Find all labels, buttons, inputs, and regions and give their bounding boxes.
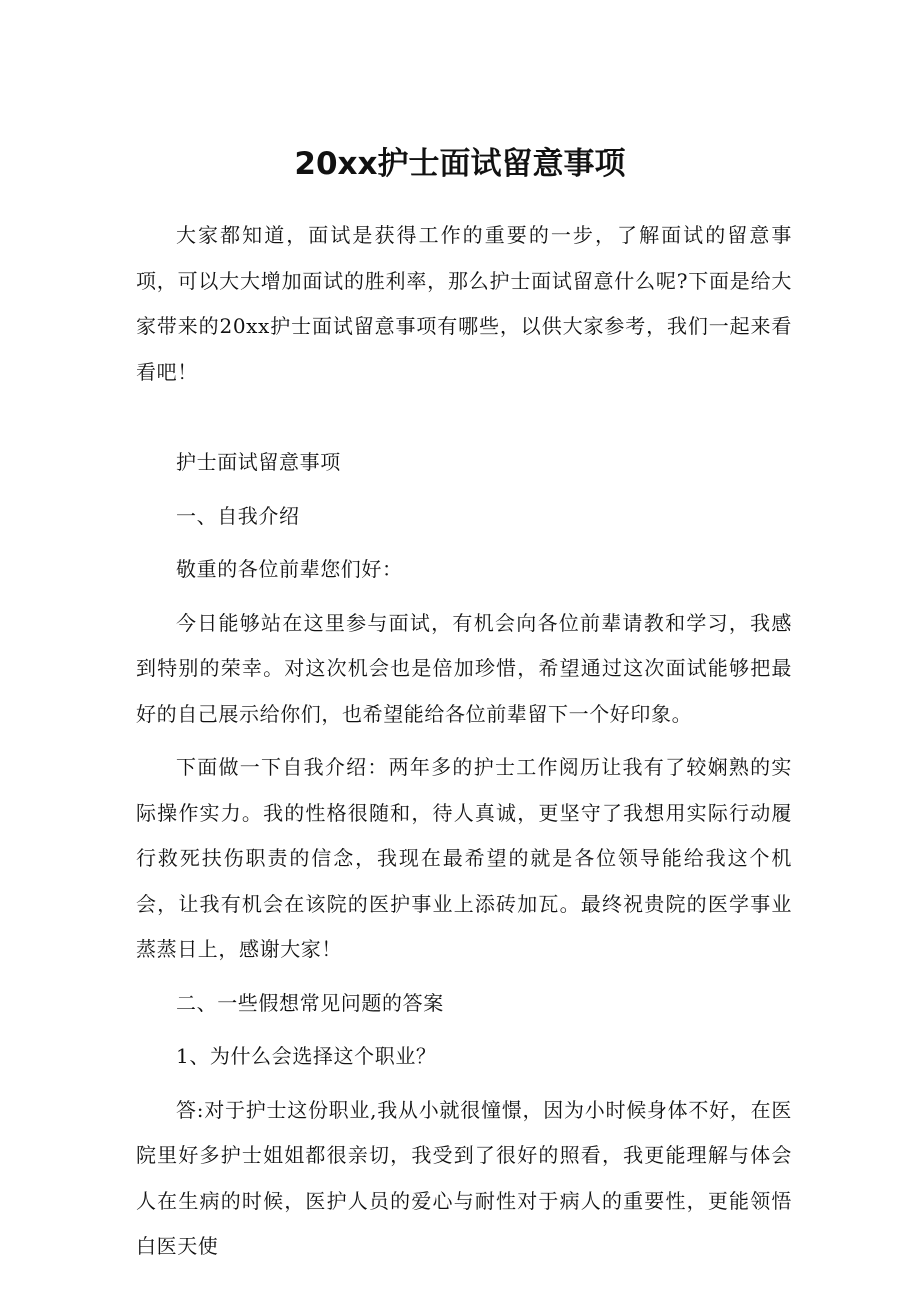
greeting-paragraph: 敬重的各位前辈您们好： xyxy=(176,557,403,581)
answer-paragraph: 答:对于护士这份职业,我从小就很憧憬，因为小时候身体不好，在医院里好多护士姐姐都很亲切，我受到了很好的照看，我更能理解与体会人在生病的时候，医护人员的爱心与耐性对于病人的重要性，更能领悟白医天使 xyxy=(136,1097,792,1258)
document-title: 20xx护士面试留意事项 xyxy=(294,146,626,182)
body-paragraph: 下面做一下自我介绍：两年多的护士工作阅历让我有了较娴熟的实际操作实力。我的性格很随和，待人真诚，更坚守了我想用实际行动履行救死扶伤职责的信念，我现在最希望的就是各位领导能给我这个机会，让我有机会在该院的医护事业上添砖加瓦。最终祝贵院的医学事业蒸蒸日上，感谢大家！ xyxy=(136,755,792,961)
intro-paragraph: 大家都知道，面试是获得工作的重要的一步，了解面试的留意事项，可以大大增加面试的胜利率，那么护士面试留意什么呢?下面是给大家带来的20xx护士面试留意事项有哪些，以供大家参考，我们一起来看看吧！ xyxy=(136,223,792,384)
subsection-heading: 一、自我介绍 xyxy=(176,503,300,528)
subsection-heading: 二、一些假想常见问题的答案 xyxy=(176,990,444,1015)
question-heading: 1、为什么会选择这个职业？ xyxy=(176,1044,437,1068)
body-paragraph: 今日能够站在这里参与面试，有机会向各位前辈请教和学习，我感到特别的荣幸。对这次机会也是倍加珍惜，希望通过这次面试能够把最好的自己展示给你们，也希望能给各位前辈留下一个好印象。 xyxy=(136,610,792,726)
document-body xyxy=(136,213,792,1270)
section-heading: 护士面试留意事项 xyxy=(176,450,341,474)
